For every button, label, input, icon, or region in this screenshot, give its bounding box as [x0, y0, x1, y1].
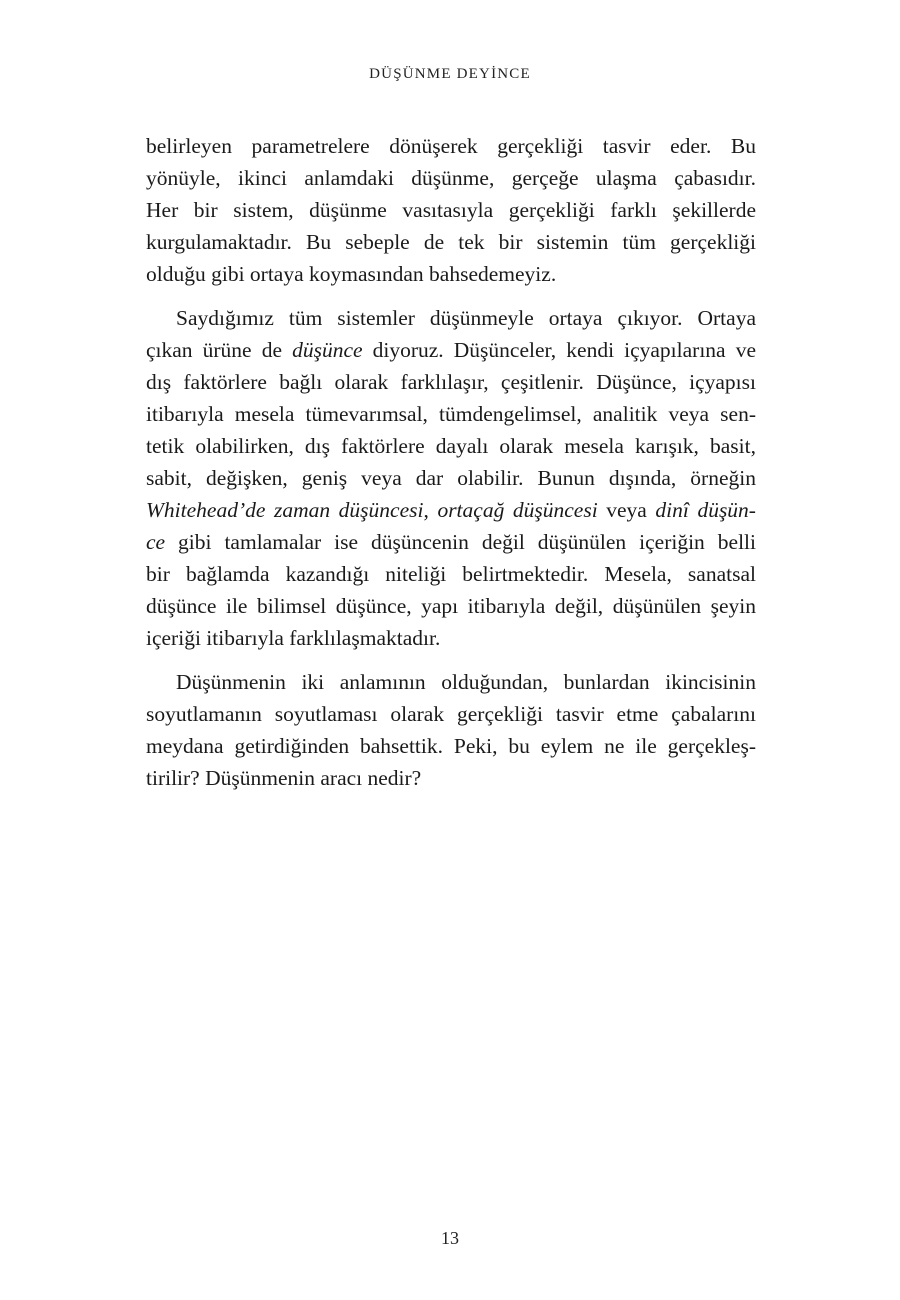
text-line [146, 526, 756, 558]
text-run: belirleyen parametrelere dönüşerek gerçekliği tasvir eder. Bu [146, 134, 756, 158]
text-run: sabit, değişken, geniş veya dar olabilir. Bunun dışında, örneğin [146, 466, 756, 490]
text-run: yönüyle, ikinci anlamdaki düşünme, gerçeğe ulaşma çabasıdır. [146, 166, 756, 190]
italic-text: dinî düşün- [655, 498, 756, 522]
text-line [146, 462, 756, 494]
text-run: olduğu gibi ortaya koymasından bahsedemeyiz. [146, 262, 557, 286]
text-run: bir bağlamda kazandığı niteliği belirtmektedir. Mesela, sanatsal [146, 562, 756, 586]
text-run: Saydığımız tüm sistemler düşünmeyle ortaya çıkıyor. Ortaya [176, 306, 756, 330]
text-run: kurgulamaktadır. Bu sebeple de tek bir sistemin tüm gerçekliği [146, 230, 756, 254]
paragraph-2 [146, 302, 756, 654]
running-head: DÜŞÜNME DEYİNCE [369, 66, 531, 82]
text-run: gibi tamlamalar ise düşüncenin değil düşünülen içeriğin belli [165, 530, 756, 554]
text-line [146, 194, 756, 226]
text-run: düşünce ile bilimsel düşünce, yapı itibarıyla değil, düşünülen şeyin [146, 594, 756, 618]
paragraph-1 [146, 130, 756, 290]
text-run: tetik olabilirken, dış faktörlere dayalı olarak mesela karışık, basit, [146, 434, 756, 458]
text-run: dış faktörlere bağlı olarak farklılaşır, çeşitlenir. Düşünce, içyapısı [146, 370, 756, 394]
text-line [146, 558, 756, 590]
text-run: itibarıyla mesela tümevarımsal, tümdengelimsel, analitik veya sen- [146, 402, 756, 426]
text-line [146, 590, 756, 622]
text-run: tirilir? Düşünmenin aracı nedir? [146, 766, 422, 790]
italic-text: ce [146, 530, 166, 554]
text-run: çıkan ürüne de [146, 338, 293, 362]
text-line [146, 334, 756, 366]
italic-text: Whitehead’de zaman düşüncesi [146, 498, 424, 522]
text-line [146, 226, 756, 258]
text-line [146, 698, 756, 730]
text-line [146, 258, 756, 290]
text-line [146, 666, 756, 698]
text-line [146, 302, 756, 334]
text-line [146, 730, 756, 762]
text-run: veya [597, 498, 656, 522]
text-run: , [423, 498, 438, 522]
page-number: 13 [441, 1228, 459, 1248]
text-line [146, 398, 756, 430]
text-line [146, 430, 756, 462]
text-line [146, 130, 756, 162]
text-line [146, 622, 756, 654]
text-line [146, 494, 756, 526]
italic-text: ortaçağ düşüncesi [437, 498, 598, 522]
text-run: soyutlamanın soyutlaması olarak gerçekliği tasvir etme çabalarını [146, 702, 756, 726]
italic-text: düşünce [292, 338, 363, 362]
paragraph-3 [146, 666, 756, 794]
text-run: diyoruz. Düşünceler, kendi içyapılarına ve [362, 338, 756, 362]
text-run: Düşünmenin iki anlamının olduğundan, bunlardan ikincisinin [176, 670, 756, 694]
text-run: meydana getirdiğinden bahsettik. Peki, bu eylem ne ile gerçekleş- [146, 734, 756, 758]
text-line [146, 366, 756, 398]
text-line [146, 162, 756, 194]
text-run: Her bir sistem, düşünme vasıtasıyla gerçekliği farklı şekillerde [146, 198, 756, 222]
text-run: içeriği itibarıyla farklılaşmaktadır. [146, 626, 441, 650]
text-line [146, 762, 756, 794]
body-text [146, 130, 756, 806]
